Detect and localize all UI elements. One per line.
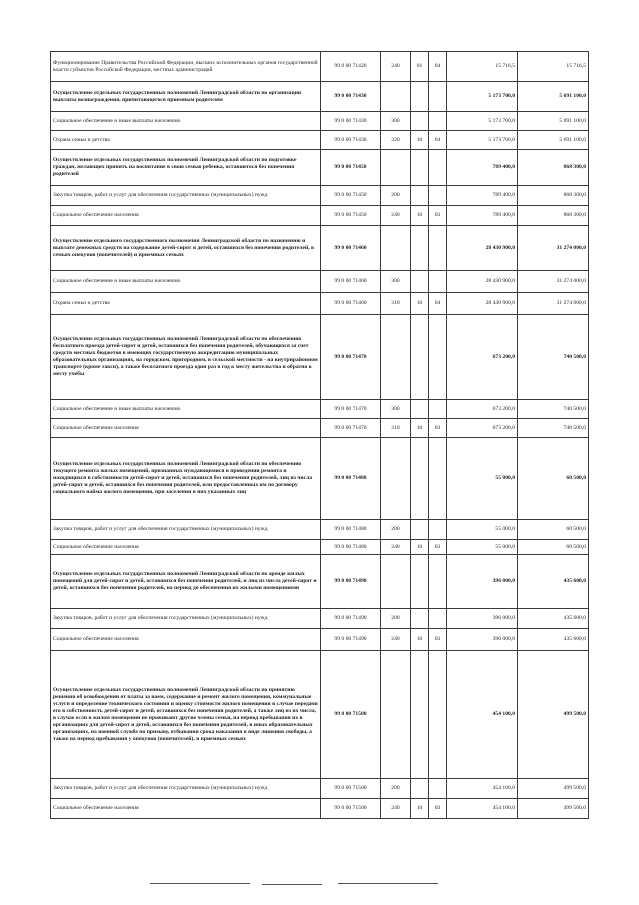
row-amount-year1: 396 000,0 [447,555,518,609]
row-target-code: 99 0 00 71420 [321,52,381,82]
row-subsection [429,82,447,112]
table-row [51,779,589,799]
row-target-code: 99 0 00 71470 [321,400,381,419]
table-row [51,438,589,520]
row-section [411,186,429,206]
row-name: Закупка товаров, работ и услуг для обеспечения государственных (муниципальных) нужд [51,520,321,540]
row-expense-type [381,82,411,112]
row-section [411,400,429,419]
row-amount-year2: 435 600,0 [518,609,589,629]
row-amount-year2: 740 500,0 [518,315,589,400]
row-target-code: 99 0 00 71480 [321,520,381,540]
row-name: Закупка товаров, работ и услуг для обеспечения государственных (муниципальных) нужд [51,186,321,206]
row-amount-year2: 499 500,0 [518,651,589,779]
row-expense-type: 300 [381,112,411,131]
row-target-code: 99 0 00 71460 [321,271,381,293]
row-target-code: 99 0 00 71480 [321,438,381,520]
row-name: Закупка товаров, работ и услуг для обеспечения государственных (муниципальных) нужд [51,779,321,799]
row-subsection [429,520,447,540]
row-expense-type: 300 [381,400,411,419]
row-amount-year2: 868 300,0 [518,186,589,206]
row-subsection [429,438,447,520]
row-amount-year1: 28 430 900,0 [447,226,518,271]
row-target-code: 99 0 00 71460 [321,293,381,315]
row-subsection: 04 [429,131,447,150]
row-name: Социальное обеспечение населения [51,540,321,555]
row-subsection [429,555,447,609]
row-amount-year1: 55 000,0 [447,438,518,520]
row-amount-year1: 454 100,0 [447,799,518,819]
row-name: Социальное обеспечение и иные выплаты населению [51,112,321,131]
table-row [51,555,589,609]
row-section [411,651,429,779]
row-section: 10 [411,629,429,651]
row-expense-type [381,315,411,400]
row-expense-type: 240 [381,629,411,651]
row-amount-year2: 31 274 000,0 [518,271,589,293]
row-name: Социальное обеспечение населения [51,629,321,651]
row-section [411,555,429,609]
row-amount-year1: 5 173 700,0 [447,82,518,112]
row-amount-year1: 396 000,0 [447,629,518,651]
row-name: Социальное обеспечение и иные выплаты населению [51,271,321,293]
table-row [51,540,589,555]
budget-table-body [51,52,589,819]
row-target-code: 99 0 00 71500 [321,651,381,779]
row-expense-type: 310 [381,293,411,315]
row-subsection [429,651,447,779]
row-expense-type: 310 [381,419,411,438]
row-section: 10 [411,131,429,150]
row-amount-year1: 789 400,0 [447,150,518,186]
row-section: 01 [411,52,429,82]
row-section [411,150,429,186]
table-row [51,629,589,651]
row-amount-year2: 5 691 100,0 [518,82,589,112]
row-subsection: 03 [429,206,447,226]
row-subsection [429,226,447,271]
table-row [51,271,589,293]
row-amount-year1: 789 400,0 [447,206,518,226]
row-target-code: 99 0 00 71500 [321,799,381,819]
row-amount-year1: 673 200,0 [447,400,518,419]
row-amount-year1: 5 173 700,0 [447,112,518,131]
row-expense-type [381,651,411,779]
row-amount-year1: 15 716,5 [447,52,518,82]
row-name: Социальное обеспечение населения [51,419,321,438]
row-expense-type: 200 [381,609,411,629]
table-row [51,206,589,226]
row-name: Осуществление отдельных государственных полномочий Ленинградской области по подготовке граждан, желающих принять на воспитание в свою семью ребенка, оставшегося без попечения родителей [51,150,321,186]
row-expense-type: 200 [381,186,411,206]
row-amount-year2: 60 500,0 [518,540,589,555]
row-subsection [429,779,447,799]
row-expense-type: 200 [381,779,411,799]
row-subsection: 03 [429,629,447,651]
row-expense-type: 240 [381,540,411,555]
row-amount-year1: 55 000,0 [447,540,518,555]
row-section: 10 [411,206,429,226]
row-section [411,609,429,629]
row-name: Осуществление отдельного государственного полномочия Ленинградской области по назначению и выплате денежных средств на содержание детей-сирот и детей, оставшихся без попечения родителей, в семьях опекунов (попечителей) и приемных семьях [51,226,321,271]
row-subsection: 03 [429,540,447,555]
row-expense-type: 240 [381,206,411,226]
row-amount-year2: 60 500,0 [518,520,589,540]
row-subsection: 04 [429,52,447,82]
row-name: Социальное обеспечение населения [51,206,321,226]
row-amount-year2: 868 300,0 [518,206,589,226]
table-row [51,131,589,150]
table-row [51,293,589,315]
row-section: 10 [411,799,429,819]
row-name: Осуществление отдельных государственных полномочий Ленинградской области по организации выплаты вознаграждения, причитающегося приемным родителям [51,82,321,112]
row-subsection [429,150,447,186]
row-subsection: 03 [429,419,447,438]
table-row [51,226,589,271]
table-row [51,52,589,82]
row-amount-year2: 435 600,0 [518,629,589,651]
row-expense-type [381,150,411,186]
row-name: Осуществление отдельных государственных полномочий Ленинградской области по обеспечению текущего ремонта жилых помещений, признанных нуждающимися в проведении ремонта и находящихся в собственности детей-сирот и детей, оставшихся без попечения родителей, лиц из числа детей-сирот и детей, оставшихся без попечения родителей, или предоставленных им по договору социального найма жилого помещения, при заселении в них указанных лиц [51,438,321,520]
row-target-code: 99 0 00 71430 [321,112,381,131]
row-subsection [429,609,447,629]
row-subsection [429,271,447,293]
row-section: 10 [411,419,429,438]
row-amount-year1: 789 400,0 [447,186,518,206]
row-section [411,315,429,400]
row-expense-type: 320 [381,131,411,150]
table-row [51,520,589,540]
row-subsection: 03 [429,799,447,819]
row-expense-type [381,226,411,271]
row-amount-year2: 499 500,0 [518,799,589,819]
row-subsection [429,112,447,131]
row-target-code: 99 0 00 71490 [321,609,381,629]
row-name: Осуществление отдельных государственных полномочий Ленинградской области по принятию решения об освобождении от платы за наем, содержание и ремонт жилого помещения, коммунальные услуги и определение технического состояния и оценку стоимости жилого помещения в случае передачи его в собственность детей-сирот и детей, оставшихся без попечения родителей, а также лиц из их числа, в случае если в жилом помещении не проживают другие члены семьи, на период пребывания их в организациях для детей-сирот и детей, оставшихся без попечения родителей, в иных образовательных организациях, на военной службе по призыву, отбывания срока наказания в виде лишения свободы, а также на период пребывания у опекунов (попечителей), в приемных семьях [51,651,321,779]
row-amount-year2: 5 691 100,0 [518,112,589,131]
row-amount-year1: 5 173 700,0 [447,131,518,150]
row-amount-year2: 60 500,0 [518,438,589,520]
table-row [51,186,589,206]
table-row [51,651,589,779]
row-target-code: 99 0 00 71470 [321,315,381,400]
row-section [411,438,429,520]
row-name: Охрана семьи и детства [51,293,321,315]
row-expense-type: 200 [381,520,411,540]
row-expense-type [381,555,411,609]
row-target-code: 99 0 00 71430 [321,82,381,112]
row-section [411,271,429,293]
row-amount-year2: 435 600,0 [518,555,589,609]
row-section: 10 [411,540,429,555]
table-row [51,799,589,819]
row-amount-year1: 28 430 900,0 [447,293,518,315]
row-amount-year2: 868 300,0 [518,150,589,186]
row-expense-type [381,438,411,520]
row-name: Функционирование Правительства Российской Федерации, высших исполнительных органов государственной власти субъектов Российской Федерации, местных администраций [51,52,321,82]
table-row [51,82,589,112]
footer-rule [150,883,250,884]
row-target-code: 99 0 00 71450 [321,186,381,206]
budget-table [50,51,589,819]
row-amount-year2: 31 274 000,0 [518,226,589,271]
row-section [411,112,429,131]
row-name: Осуществление отдельных государственных полномочий Ленинградской области по аренде жилых помещений для детей-сирот и детей, оставшихся без попечения родителей, и лиц из числа детей-сирот и детей, оставшихся без попечения родителей, на период до обеспечения их жилыми помещениями [51,555,321,609]
row-expense-type: 240 [381,799,411,819]
row-section: 10 [411,293,429,315]
row-target-code: 99 0 00 71490 [321,629,381,651]
row-expense-type: 300 [381,271,411,293]
row-target-code: 99 0 00 71450 [321,206,381,226]
row-amount-year1: 673 200,0 [447,419,518,438]
row-subsection [429,186,447,206]
footer-rule [338,883,438,884]
row-subsection: 04 [429,293,447,315]
row-target-code: 99 0 00 71450 [321,150,381,186]
row-target-code: 99 0 00 71430 [321,131,381,150]
row-section [411,779,429,799]
row-target-code: 99 0 00 71490 [321,555,381,609]
row-section [411,226,429,271]
row-target-code: 99 0 00 71470 [321,419,381,438]
row-amount-year2: 499 500,0 [518,779,589,799]
row-amount-year2: 31 274 000,0 [518,293,589,315]
row-amount-year1: 454 100,0 [447,779,518,799]
row-name: Охрана семьи и детства [51,131,321,150]
table-row [51,400,589,419]
row-amount-year1: 28 430 900,0 [447,271,518,293]
row-section [411,82,429,112]
row-amount-year1: 396 000,0 [447,609,518,629]
row-name: Осуществление отдельных государственных полномочий Ленинградской области по обеспечению бесплатного проезда детей-сирот и детей, оставшихся без попечения родителей, обучающихся за счет средств местных бюджетов в имеющих государственную аккредитацию муниципальных образовательных организациях, на городском, пригородном, в сельской местности - на внутрирайонном транспорте (кроме такси), а также бесплатного проезда один раз в год к месту жительства и обратно к месту учебы [51,315,321,400]
row-target-code: 99 0 00 71500 [321,779,381,799]
row-expense-type: 240 [381,52,411,82]
row-name: Закупка товаров, работ и услуг для обеспечения государственных (муниципальных) нужд [51,609,321,629]
table-row [51,150,589,186]
row-amount-year2: 15 716,5 [518,52,589,82]
row-target-code: 99 0 00 71460 [321,226,381,271]
table-row [51,419,589,438]
row-amount-year2: 740 500,0 [518,400,589,419]
row-amount-year1: 55 000,0 [447,520,518,540]
row-name: Социальное обеспечение и иные выплаты населению [51,400,321,419]
row-subsection [429,315,447,400]
table-row [51,112,589,131]
footer-rule [262,884,322,885]
row-target-code: 99 0 00 71480 [321,540,381,555]
table-row [51,315,589,400]
table-row [51,609,589,629]
row-name: Социальное обеспечение населения [51,799,321,819]
row-section [411,520,429,540]
row-amount-year2: 5 691 100,0 [518,131,589,150]
row-subsection [429,400,447,419]
row-amount-year1: 454 100,0 [447,651,518,779]
row-amount-year2: 740 500,0 [518,419,589,438]
row-amount-year1: 673 200,0 [447,315,518,400]
